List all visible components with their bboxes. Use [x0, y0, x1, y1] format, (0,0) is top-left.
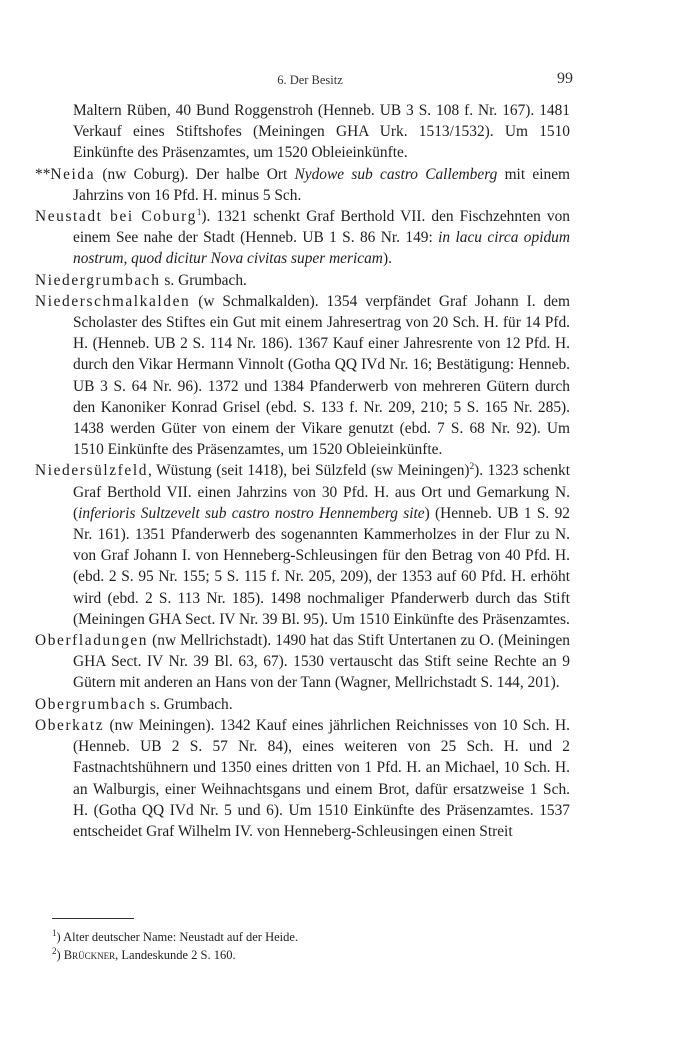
footnote-text: , Landeskunde 2 S. 160. — [115, 948, 236, 962]
latin-quote: inferioris Sultzevelt sub castro nostro Hennemberg site — [78, 504, 425, 522]
entry-text: ). 1323 schenkt Graf Berthold VII. einen Jahrzins von 30 Pfd. H. aus Ort und Gemarkung N. ( — [73, 462, 570, 522]
running-header: 6. Der Besitz — [277, 73, 343, 87]
footnote-mark: 2 — [52, 945, 57, 956]
footnote-ref: 2 — [469, 461, 475, 472]
entry-niederschmalkalden — [35, 291, 570, 461]
footnote-1 — [52, 928, 572, 946]
place-name: Oberkatz — [35, 716, 105, 734]
entry-prefix: ** — [35, 165, 51, 183]
entry-text: (nw Coburg). Der halbe Ort — [95, 165, 295, 183]
entry-oberfladungen — [35, 630, 570, 694]
entry-neustadt — [35, 206, 570, 270]
entry-text: ) (Henneb. UB 1 S. 92 Nr. 161). 1351 Pfanderwerb des sogenannten Kammerholzes in der Flur zu N. von Graf Johann I. von Henneberg-Schleusingen für den Betrag von 40 Pfd. H. (ebd. 2 S. 95 Nr. 155; 5 S. 115 f. Nr. 205, 209), der 1353 auf 60 Pfd. H. erhöht wird (ebd. 2 S. 113 Nr. 185). 1498 nochmaliger Pfanderwerb durch das Stift (Meiningen GHA Sect. IV Nr. 39 Bl. 95). Um 1510 Einkünfte des Präsenzamtes. — [73, 504, 570, 628]
place-name: Oberfladungen — [35, 632, 149, 650]
footnotes — [52, 928, 572, 964]
entry-text: s. Grumbach. — [146, 695, 233, 713]
footnote-ref: 1 — [196, 206, 202, 217]
footnote-divider — [52, 918, 134, 919]
main-text — [35, 100, 570, 842]
footnote-2 — [52, 946, 572, 964]
entry-text: (w Schmalkalden). 1354 verpfändet Graf Johann I. dem Scholaster des Stiftes ein Gut mit einem Jahresertrag von 20 Sch. H. für 14 Pfd. H. (Henneb. UB 2 S. 114 Nr. 186). 1367 Kauf einer Jahresrente von 12 Pfd. H. durch den Vikar Hermann Vinnolt (Gotha QQ IVd Nr. 16; Bestätigung: Henneb. UB 3 S. 64 Nr. 96). 1372 und 1384 Pfanderwerb von mehreren Gütern durch den Kanoniker Konrad Grisel (ebd. S. 133 f. Nr. 209, 210; 5 S. 165 Nr. 285). 1438 werden Güter von einem der Vikare genutzt (ebd. 7 S. 68 Nr. 92). Um 1510 Einkünfte des Präsenzamtes, um 1520 Obleieinkünfte. — [73, 292, 570, 459]
entry-neida — [35, 164, 570, 206]
latin-quote: in lacu circa opidum nostrum, quod dicitur Nova civitas super mericam — [73, 229, 570, 268]
entry-niedersuelzfeld — [35, 460, 570, 630]
latin-quote: Nydowe sub castro Callemberg — [294, 165, 498, 183]
entry-text: ). 1321 schenkt Graf Berthold VII. den Fischzehnten von einem See nahe der Stadt (Henneb. UB 1 S. 86 Nr. 149: — [73, 208, 570, 247]
footnote-text: ) — [56, 948, 64, 962]
place-name: Niedersülzfeld — [35, 462, 148, 480]
entry-text: mit einem Jahrzins von 16 Pfd. H. minus 5 Sch. — [73, 165, 570, 204]
footnote-text: ) Alter deutscher Name: Neustadt auf der Heide. — [56, 930, 299, 944]
entry-text: (nw Mellrichstadt). 1490 hat das Stift Untertanen zu O. (Meiningen GHA Sect. IV Nr. 39 Bl. 63, 67). 1530 vertauscht das Stift seine Rechte an 9 Gütern mit anderen an Hans von der Tann (Wagner, Mellrichstadt S. 144, 201). — [73, 632, 570, 692]
entry-text: (nw Meiningen). 1342 Kauf eines jährlichen Reichnisses von 10 Sch. H. (Henneb. UB 2 S. 57 Nr. 84), eines weiteren von 25 Sch. H. und 2 Fastnachtshühnern und 1350 eines dritten von 1 Pfd. H. an Michael, 10 Sch. H. an Walburgis, einer Weihnachtsgans und einem Brot, dafür ersatzweise 1 Sch. H. (Gotha QQ IVd Nr. 5 und 6). Um 1510 Einkünfte des Präsenzamtes. 1537 entscheidet Graf Wilhelm IV. von Henneberg-Schleusingen einen Streit — [73, 716, 570, 840]
footnote-author: Brückner — [63, 948, 116, 962]
entry-text: ). — [382, 250, 392, 268]
place-name: Niedergrumbach — [35, 271, 161, 289]
place-name: Niederschmalkalden — [35, 292, 191, 310]
entry-text: s. Grumbach. — [160, 271, 247, 289]
entry-text: , Wüstung (seit 1418), bei Sülzfeld (sw Meiningen) — [148, 462, 470, 480]
place-name: Obergrumbach — [35, 695, 147, 713]
entry-niedergrumbach — [35, 270, 570, 291]
place-name: Neustadt bei Coburg — [35, 208, 197, 226]
place-name: Neida — [50, 165, 96, 183]
continued-paragraph: Maltern Rüben, 40 Bund Roggenstroh (Henneb. UB 3 S. 108 f. Nr. 167). 1481 Verkauf eines Stiftshofes (Meiningen GHA Urk. 1513/1532). Um 1510 Einkünfte des Präsenzamtes, um 1520 Obleieinkünfte. — [73, 102, 570, 162]
entry-oberkatz — [35, 715, 570, 842]
entry-obergrumbach — [35, 694, 570, 715]
footnote-mark: 1 — [52, 927, 57, 938]
page-number: 99 — [557, 70, 573, 87]
